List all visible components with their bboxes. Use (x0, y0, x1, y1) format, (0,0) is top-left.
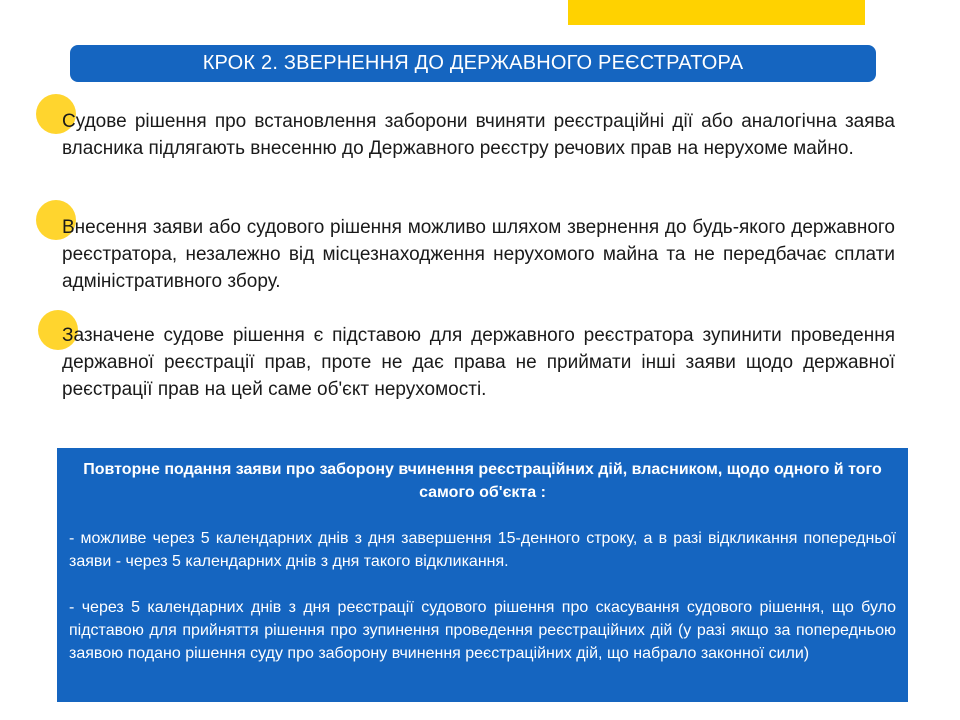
resubmission-note-box (57, 448, 908, 702)
note-title: Повторне подання заяви про заборону вчинення реєстраційних дій, власником, щодо одного й того самого об'єкта : (83, 461, 882, 501)
bullet-text: Внесення заяви або судового рішення можливо шляхом звернення до будь-якого державного реєстратора, незалежно від місцезнаходження нерухомого майна та не передбачає сплати адміністративного збору. (62, 217, 895, 292)
bullet-item-1 (62, 108, 895, 162)
bullet-text: Судове рішення про встановлення заборони вчиняти реєстраційні дії або аналогічна заява власника підлягають внесенню до Державного реєстру речових прав на нерухоме майно. (62, 111, 895, 159)
note-item-2: - через 5 календарних днів з дня реєстрації судового рішення про скасування судового рішення, що було підставою для прийняття рішення про зупинення проведення реєстраційних дій (у разі якщо за попередньою заявою подано рішення суду про заборону вчинення реєстраційних дій, що набрало законної сили) (69, 599, 896, 662)
slide-title: КРОК 2. ЗВЕРНЕННЯ ДО ДЕРЖАВНОГО РЕЄСТРАТОРА (202, 52, 744, 74)
spacer (69, 573, 896, 596)
bullet-item-2 (62, 214, 895, 295)
spacer (69, 504, 896, 527)
slide-title-bar (70, 45, 876, 82)
bullet-text: Зазначене судове рішення є підставою для державного реєстратора зупинити проведення державної реєстрації прав, проте не дає права не приймати інші заяви щодо державної реєстрації прав на цей саме об'єкт нерухомості. (62, 325, 895, 400)
note-item-1: - можливе через 5 календарних днів з дня завершення 15-денного строку, а в разі відкликання попередньої заяви - через 5 календарних днів з дня такого відкликання. (69, 530, 896, 570)
bullet-item-3 (62, 322, 895, 403)
accent-bar (568, 0, 865, 25)
